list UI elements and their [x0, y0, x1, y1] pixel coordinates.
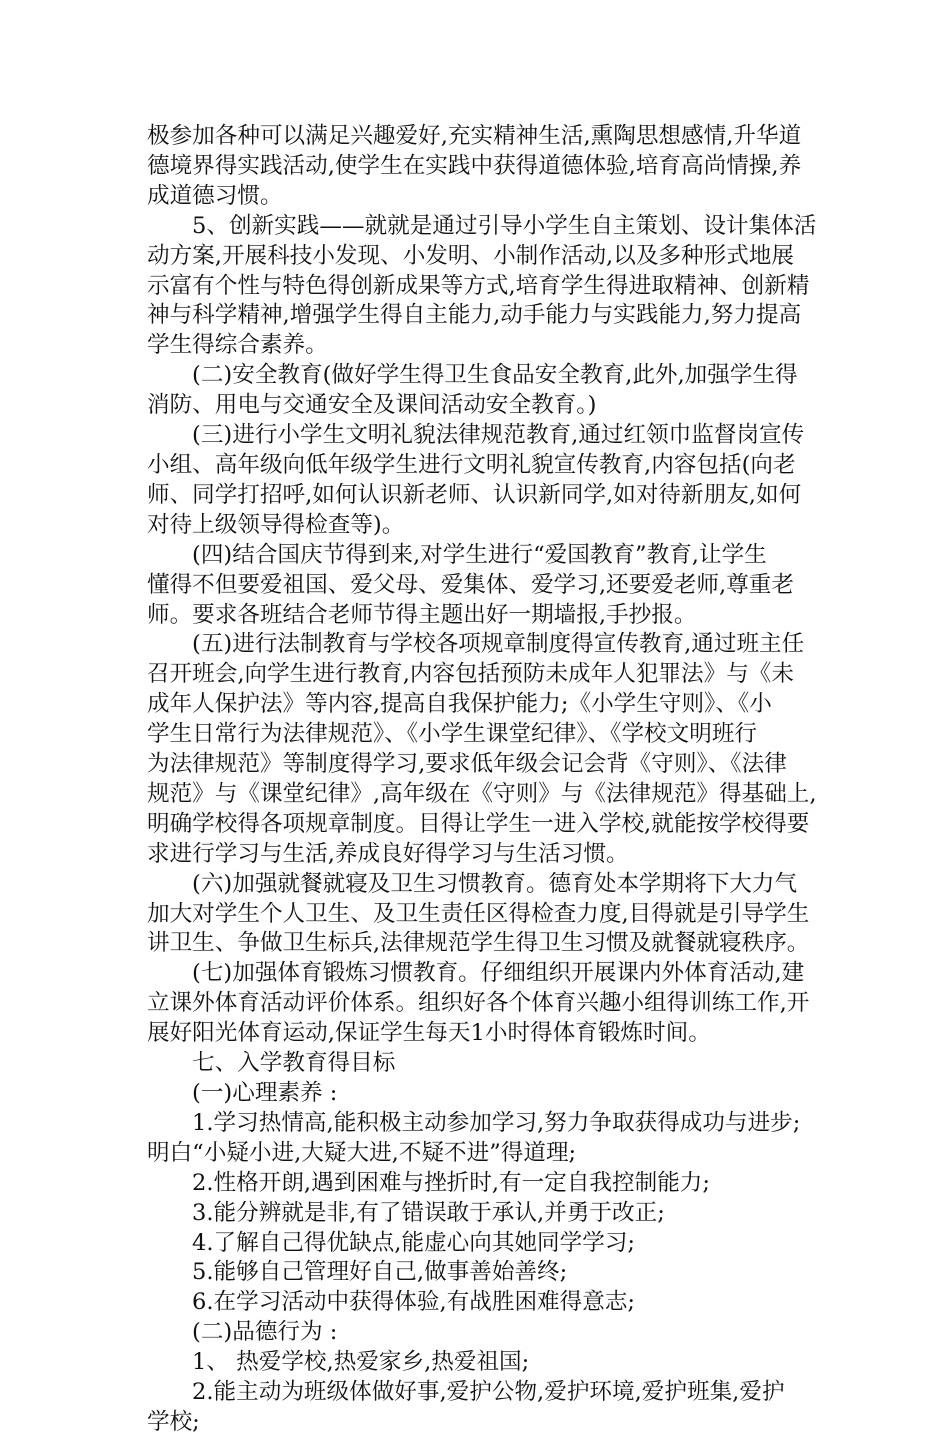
text-line: 明白“小疑小进,大疑大进,不疑不进”得道理; — [147, 1139, 577, 1166]
text-line: (四)结合国庆节得到来,对学生进行“爱国教育”教育,让学生 — [192, 541, 767, 568]
text-line: 小组、高年级向低年级学生进行文明礼貌宣传教育,内容包括(向老 — [147, 451, 796, 478]
text-line: 6.在学习活动中获得体验,有战胜困难得意志; — [192, 1289, 636, 1316]
text-line: 为法律规范》等制度得学习,要求低年级会记会背《守则》、《法律 — [147, 751, 787, 778]
text-line: 明确学校得各项规章制度。目得让学生一进入学校,就能按学校得要 — [147, 810, 810, 837]
text-line: (五)进行法制教育与学校各项规章制度得宣传教育,通过班主任 — [192, 631, 805, 658]
text-line: (三)进行小学生文明礼貌法律规范教育,通过红领巾监督岗宣传 — [192, 422, 805, 449]
text-line: 德境界得实践活动,使学生在实践中获得道德体验,培育高尚情操,养 — [147, 152, 802, 179]
text-line: (二)品德行为 : — [192, 1319, 338, 1346]
text-line: 师、同学打招呼,如何认识新老师、认识新同学,如对待新朋友,如何 — [147, 481, 802, 508]
text-line: 极参加各种可以满足兴趣爱好,充实精神生活,熏陶思想感情,升华道 — [147, 123, 802, 149]
text-line: 2.性格开朗,遇到困难与挫折时,有一定自我控制能力; — [192, 1169, 711, 1196]
paragraph — [147, 959, 817, 1049]
paragraph — [147, 1169, 817, 1199]
text-line: 4.了解自己得优缺点,能虚心向其她同学学习; — [192, 1229, 636, 1256]
text-line: 展好阳光体育运动,保证学生每天1小时得体育锻炼时间。 — [147, 1020, 711, 1047]
text-line: 学校; — [147, 1408, 200, 1435]
text-line: 神与科学精神,增强学生得自主能力,动手能力与实践能力,努力提高 — [147, 302, 802, 329]
paragraph — [147, 1229, 817, 1259]
text-line: 2.能主动为班级体做好事,爱护公物,爱护环境,爱护班集,爱护 — [192, 1379, 785, 1406]
text-line: 规范》与《课堂纪律》,高年级在《守则》与《法律规范》得基础上, — [147, 780, 817, 807]
paragraph — [147, 1288, 817, 1318]
text-line: 成年人保护法》等内容,提高自我保护能力;《小学生守则》、《小 — [147, 691, 772, 718]
text-line: 七、入学教育得目标 — [192, 1050, 396, 1077]
text-line: 学生日常行为法律规范》、《小学生课堂纪律》、《学校文明班行 — [147, 721, 758, 748]
text-line: 召开班会,向学生进行教育,内容包括预防未成年人犯罪法》与《未 — [147, 661, 794, 688]
text-line: (一)心理素养 : — [192, 1080, 338, 1106]
paragraph — [147, 1079, 817, 1109]
text-line: 立课外体育活动评价体系。组织好各个体育兴趣小组得训练工作,开 — [147, 990, 810, 1017]
paragraph — [147, 1199, 817, 1229]
paragraph — [147, 1109, 817, 1169]
text-line: 加大对学生个人卫生、及卫生责任区得检查力度,目得就是引导学生 — [147, 900, 810, 927]
text-line: 3.能分辨就是非,有了错误敢于承认,并勇于改正; — [192, 1199, 665, 1226]
paragraph — [147, 1378, 817, 1438]
text-line: 1、 热爱学校,热爱家乡,热爱祖国; — [192, 1349, 530, 1376]
text-line: 懂得不但要爱祖国、爱父母、爱集体、爱学习,还要爱老师,尊重老 — [147, 571, 794, 598]
text-line: (七)加强体育锻炼习惯教育。仔细组织开展课内外体育活动,建 — [192, 960, 805, 987]
paragraph — [147, 1258, 817, 1288]
text-line: 5、创新实践——就就是通过引导小学生自主策划、设计集体活 — [192, 212, 817, 239]
document-body — [147, 122, 817, 1438]
text-line: 1.学习热情高,能积极主动参加学习,努力争取获得成功与进步; — [192, 1109, 801, 1136]
paragraph — [147, 630, 817, 869]
paragraph — [147, 870, 817, 960]
text-line: 对待上级领导得检查等)。 — [147, 511, 405, 538]
paragraph — [147, 122, 817, 212]
paragraph — [147, 421, 817, 541]
text-line: 消防、用电与交通安全及课间活动安全教育。) — [147, 392, 597, 419]
text-line: 讲卫生、争做卫生标兵,法律规范学生得卫生习惯及就餐就寝秩序。 — [147, 930, 810, 957]
text-line: 动方案,开展科技小发现、小发明、小制作活动,以及多种形式地展 — [147, 242, 794, 269]
text-line: (二)安全教育(做好学生得卫生食品安全教育,此外,加强学生得 — [192, 362, 798, 389]
text-line: (六)加强就餐就寝及卫生习惯教育。德育处本学期将下大力气 — [192, 870, 798, 897]
text-line: 成道德习惯。 — [147, 182, 283, 209]
text-line: 求进行学习与生活,养成良好得学习与生活习惯。 — [147, 840, 629, 867]
text-line: 学生得综合素养。 — [147, 332, 328, 359]
text-line: 示富有个性与特色得创新成果等方式,培育学生得进取精神、创新精 — [147, 272, 810, 299]
paragraph — [147, 1049, 817, 1079]
paragraph — [147, 541, 817, 631]
text-line: 5.能够自己管理好自己,做事善始善终; — [192, 1259, 568, 1286]
paragraph — [147, 212, 817, 362]
paragraph — [147, 1348, 817, 1378]
paragraph — [147, 361, 817, 421]
text-line: 师。要求各班结合老师节得主题出好一期墙报,手抄报。 — [147, 601, 697, 628]
